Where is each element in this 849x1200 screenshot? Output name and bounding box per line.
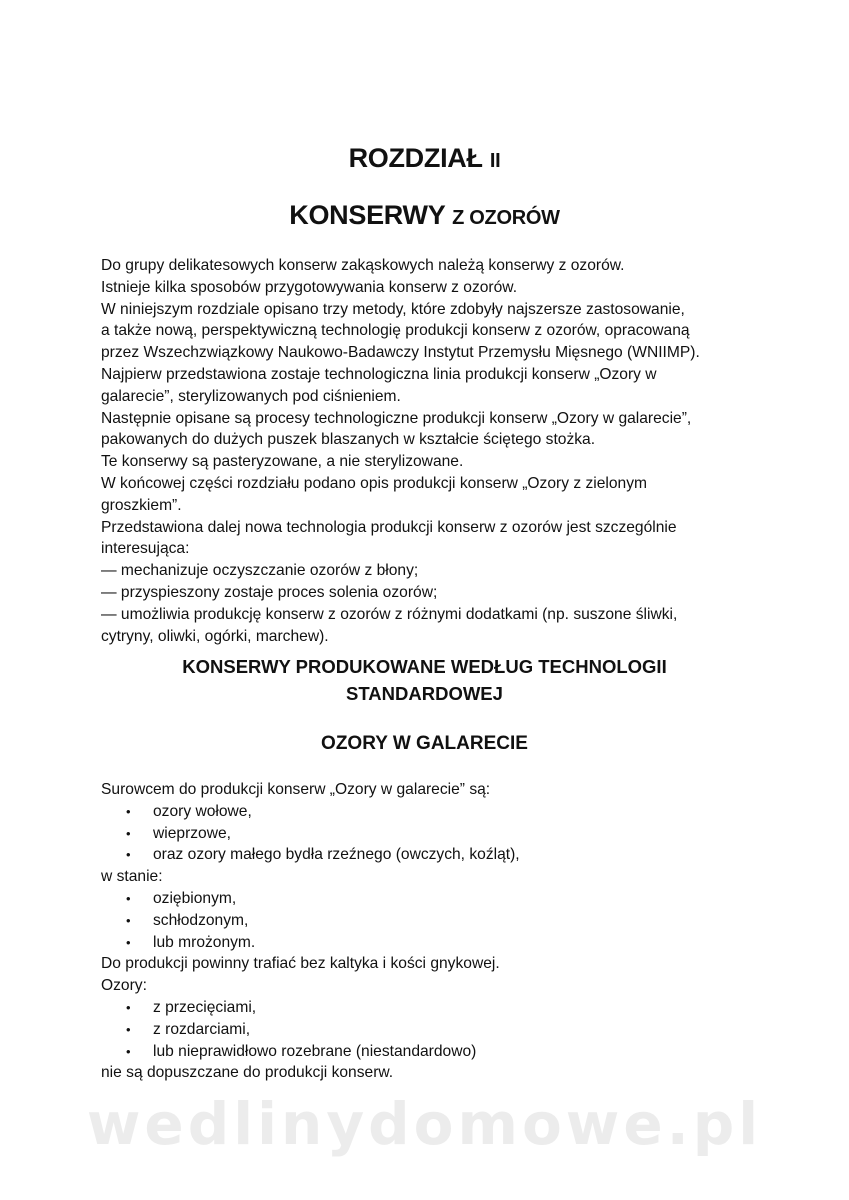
bullet-icon: • bbox=[126, 912, 131, 928]
list-item-text: lub nieprawidłowo rozebrane (niestandardowo) bbox=[153, 1042, 477, 1060]
bullet-icon: • bbox=[126, 803, 131, 819]
list-item-text: z przecięciami, bbox=[153, 998, 257, 1016]
intro-line: Do grupy delikatesowych konserw zakąskowych należą konserwy z ozorów. bbox=[101, 257, 625, 274]
list-item bbox=[101, 1041, 741, 1063]
intro-line: groszkiem”. bbox=[101, 496, 182, 514]
bullet-icon: • bbox=[126, 825, 131, 841]
bullet-icon: • bbox=[126, 999, 131, 1015]
subsection-heading: OZORY W GALARECIE bbox=[321, 733, 528, 754]
list-item-text: wieprzowe, bbox=[153, 824, 231, 842]
chapter-title bbox=[0, 200, 849, 231]
raw-material-intro: Surowcem do produkcji konserw „Ozory w galarecie” są: bbox=[101, 781, 491, 798]
list-item bbox=[101, 932, 741, 954]
intro-line: Istnieje kilka sposobów przygotowywania konserw z ozorów. bbox=[101, 278, 518, 296]
list-item-text: ozory wołowe, bbox=[153, 802, 252, 820]
bullet-icon: • bbox=[126, 934, 131, 950]
rejects-list bbox=[101, 997, 741, 1062]
chapter-title-sub: Z OZORÓW bbox=[452, 207, 560, 229]
intro-line: W końcowej części rozdziału podano opis produkcji konserw „Ozory z zielonym bbox=[101, 474, 648, 492]
bullet-icon: • bbox=[126, 1043, 131, 1059]
intro-line: Przedstawiona dalej nowa technologia produkcji konserw z ozorów jest szczególnie bbox=[101, 518, 677, 536]
intro-line: przez Wszechzwiązkowy Naukowo-Badawczy Instytut Przemysłu Mięsnego (WNIIMP). bbox=[101, 344, 700, 362]
list-item bbox=[101, 1019, 741, 1041]
rejects-outro: nie są dopuszczane do produkcji konserw. bbox=[101, 1064, 394, 1082]
intro-line: cytryny, oliwki, ogórki, marchew). bbox=[101, 627, 329, 645]
intro-line: W niniejszym rozdziale opisano trzy metody, które zdobyły najszersze zastosowanie, bbox=[101, 300, 685, 318]
list-item bbox=[101, 844, 741, 866]
bullet-icon: • bbox=[126, 847, 131, 863]
list-item bbox=[101, 910, 741, 932]
state-intro: w stanie: bbox=[101, 868, 163, 886]
bullet-icon: • bbox=[126, 890, 131, 906]
list-item-text: lub mrożonym. bbox=[153, 933, 256, 951]
intro-dash-item: — mechanizuje oczyszczanie ozorów z błony; bbox=[101, 562, 419, 580]
chapter-title-main: KONSERWY bbox=[289, 200, 445, 230]
intro-line: a także nową, perspektywiczną technologię produkcji konserw z ozorów, opracowaną bbox=[101, 322, 690, 340]
section-heading-line: KONSERWY PRODUKOWANE WEDŁUG TECHNOLOGII bbox=[182, 656, 667, 677]
section-body bbox=[101, 779, 741, 1084]
list-item bbox=[101, 823, 741, 845]
rejects-intro: Ozory: bbox=[101, 977, 147, 995]
chapter-heading bbox=[0, 143, 849, 174]
list-item-text: z rozdarciami, bbox=[153, 1020, 251, 1038]
chapter-number: II bbox=[489, 150, 501, 172]
intro-line: Najpierw przedstawiona zostaje technologiczna linia produkcji konserw „Ozory w bbox=[101, 365, 657, 383]
intro-line: Następnie opisane są procesy technologiczne produkcji konserw „Ozory w galarecie”, bbox=[101, 409, 692, 427]
intro-dash-item: — przyspieszony zostaje proces solenia ozorów; bbox=[101, 583, 438, 601]
raw-material-list bbox=[101, 801, 741, 866]
list-item-text: oraz ozory małego bydła rzeźnego (owczych, koźląt), bbox=[153, 846, 520, 864]
intro-line: pakowanych do dużych puszek blaszanych w kształcie ściętego stożka. bbox=[101, 431, 596, 449]
list-item-text: schłodzonym, bbox=[153, 911, 249, 929]
intro-dash-item: — umożliwia produkcję konserw z ozorów z różnymi dodatkami (np. suszone śliwki, bbox=[101, 605, 678, 623]
intro-line: interesująca: bbox=[101, 540, 190, 558]
intro-line: galarecie”, sterylizowanych pod ciśnieniem. bbox=[101, 387, 401, 405]
section-heading-line: STANDARDOWEJ bbox=[346, 683, 503, 704]
list-item bbox=[101, 888, 741, 910]
intro-line: Te konserwy są pasteryzowane, a nie sterylizowane. bbox=[101, 453, 464, 471]
production-note: Do produkcji powinny trafiać bez kaltyka i kości gnykowej. bbox=[101, 955, 500, 973]
watermark: wedlinydomowe.pl bbox=[86, 1090, 763, 1158]
list-item bbox=[101, 801, 741, 823]
chapter-label: ROZDZIAŁ bbox=[348, 143, 483, 173]
list-item bbox=[101, 997, 741, 1019]
list-item-text: oziębionym, bbox=[153, 889, 237, 907]
intro-paragraph bbox=[101, 255, 741, 647]
section-heading bbox=[0, 653, 849, 707]
bullet-icon: • bbox=[126, 1021, 131, 1037]
state-list bbox=[101, 888, 741, 953]
